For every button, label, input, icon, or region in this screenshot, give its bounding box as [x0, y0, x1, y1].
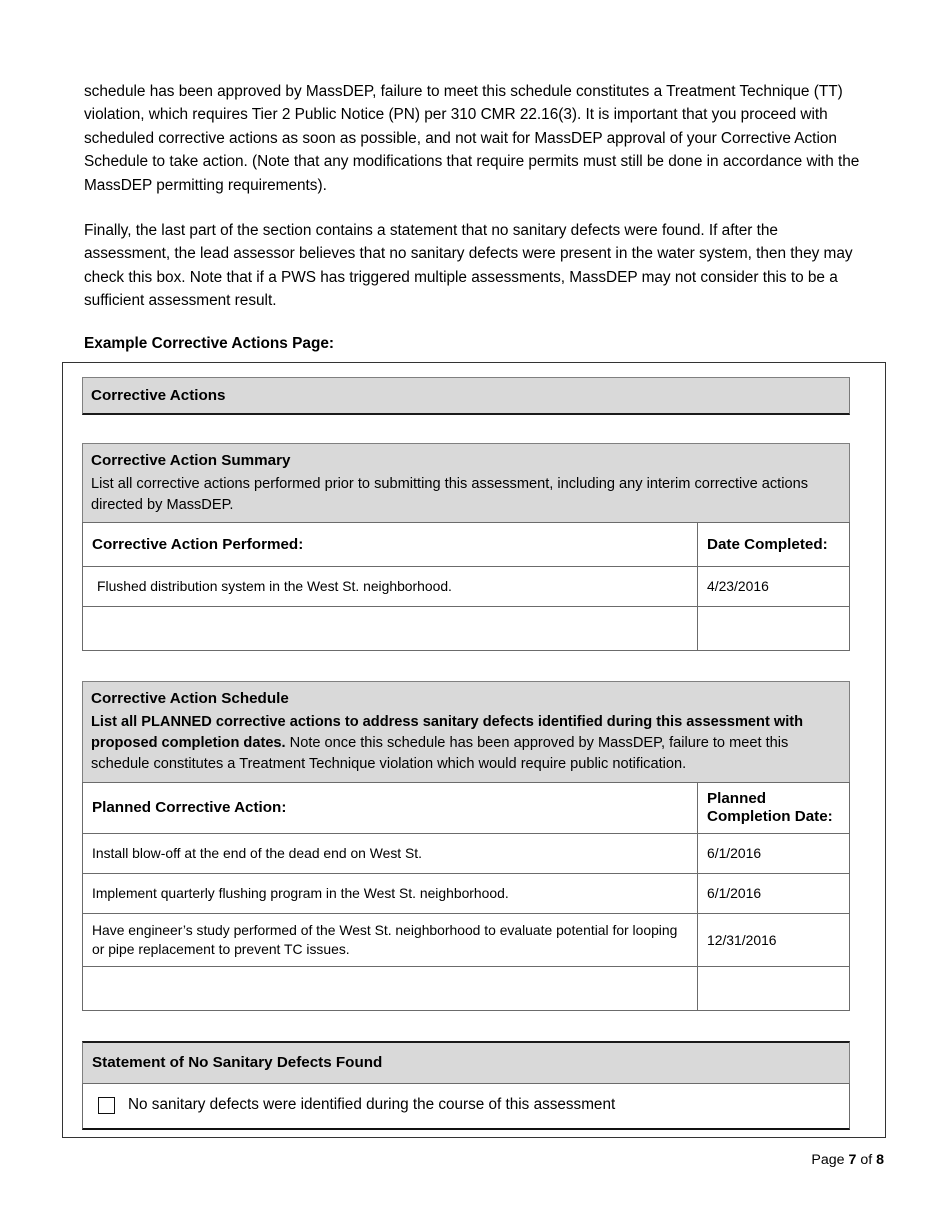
- section-header-corrective-actions: [82, 377, 850, 415]
- table-row[interactable]: [83, 967, 850, 1011]
- footer-prefix: Page: [811, 1152, 849, 1168]
- summary-title: Corrective Action Summary: [91, 452, 291, 469]
- schedule-col-date: Planned Completion Date:: [698, 782, 850, 833]
- paragraph-2: Finally, the last part of the section contains a statement that no sanitary defects were found. If after the assessment, the lead assessor believes that no sanitary defects were present in the water system, then they may check this box. Note that if a PWS has triggered multiple assessments, MassDEP may not consider this to be a sufficient assessment result.: [84, 222, 853, 310]
- footer-middle: of: [856, 1152, 877, 1168]
- schedule-title: Corrective Action Schedule: [91, 690, 289, 708]
- statement-header: Statement of No Sanitary Defects Found: [82, 1041, 850, 1084]
- summary-table: [82, 522, 850, 651]
- schedule-instruction: [91, 712, 841, 774]
- schedule-table: [82, 782, 850, 1012]
- schedule-row-1-date[interactable]: 6/1/2016: [698, 874, 850, 914]
- summary-row-0-action[interactable]: Flushed distribution system in the West St. neighborhood.: [83, 567, 698, 607]
- table-row[interactable]: [83, 834, 850, 874]
- example-heading: Example Corrective Actions Page:: [84, 334, 335, 352]
- footer-total-pages: 8: [876, 1152, 884, 1168]
- table-row[interactable]: [83, 567, 850, 607]
- statement-checkbox-row[interactable]: [82, 1084, 850, 1129]
- summary-col-action: Corrective Action Performed:: [83, 523, 698, 567]
- corrective-actions-title: Corrective Actions: [91, 386, 226, 404]
- spacer: [82, 415, 850, 443]
- schedule-instruction-rest: Note once this schedule has been approved by MassDEP, failure to meet this schedule constitutes a Treatment Technique violation which would require public notification.: [91, 735, 789, 772]
- spacer: [82, 1011, 850, 1041]
- table-row[interactable]: [83, 874, 850, 914]
- spacer: [82, 651, 850, 681]
- example-form-box: [62, 362, 886, 1138]
- schedule-row-0-action[interactable]: Install blow-off at the end of the dead end on West St.: [83, 834, 698, 874]
- summary-row-0-date[interactable]: 4/23/2016: [698, 567, 850, 607]
- schedule-header-row: [83, 782, 850, 833]
- summary-band: [82, 443, 850, 522]
- summary-row-1-action[interactable]: [83, 607, 698, 651]
- schedule-instruction-bold: List all PLANNED corrective actions to address sanitary defects identified during this assessment with proposed completion dates.: [91, 714, 804, 752]
- page-footer: [0, 1152, 950, 1168]
- footer-current-page: 7: [848, 1152, 857, 1168]
- summary-col-date: Date Completed:: [698, 523, 850, 567]
- summary-instruction: List all corrective actions performed prior to submitting this assessment, including any interim corrective actions directed by MassDEP.: [91, 476, 809, 513]
- schedule-row-1-action[interactable]: Implement quarterly flushing program in the West St. neighborhood.: [83, 874, 698, 914]
- schedule-row-0-date[interactable]: 6/1/2016: [698, 834, 850, 874]
- summary-row-1-date[interactable]: [698, 607, 850, 651]
- schedule-row-2-action[interactable]: Have engineer’s study performed of the West St. neighborhood to evaluate potential for looping or pipe replacement to prevent TC issues.: [83, 914, 698, 967]
- statement-checkbox-label: No sanitary defects were identified during the course of this assessment: [128, 1096, 616, 1114]
- table-row[interactable]: [83, 607, 850, 651]
- schedule-band: [82, 681, 850, 781]
- example-form-inner: [82, 377, 850, 1130]
- schedule-row-3-action[interactable]: [83, 967, 698, 1011]
- schedule-row-2-date[interactable]: 12/31/2016: [698, 914, 850, 967]
- summary-header-row: [83, 523, 850, 567]
- page-body-text: [84, 80, 866, 367]
- table-row[interactable]: [83, 914, 850, 967]
- schedule-col-action: Planned Corrective Action:: [83, 782, 698, 833]
- checkbox-icon[interactable]: [98, 1097, 115, 1114]
- paragraph-1: schedule has been approved by MassDEP, failure to meet this schedule constitutes a Treatment Technique (TT) violation, which requires Tier 2 Public Notice (PN) per 310 CMR 22.16(3). It is important that you proceed with scheduled corrective actions as soon as possible, and not wait for MassDEP approval of your Corrective Action Schedule to take action. (Note that any modifications that require permits must still be done in accordance with the MassDEP permitting requirements).: [84, 83, 860, 194]
- schedule-row-3-date[interactable]: [698, 967, 850, 1011]
